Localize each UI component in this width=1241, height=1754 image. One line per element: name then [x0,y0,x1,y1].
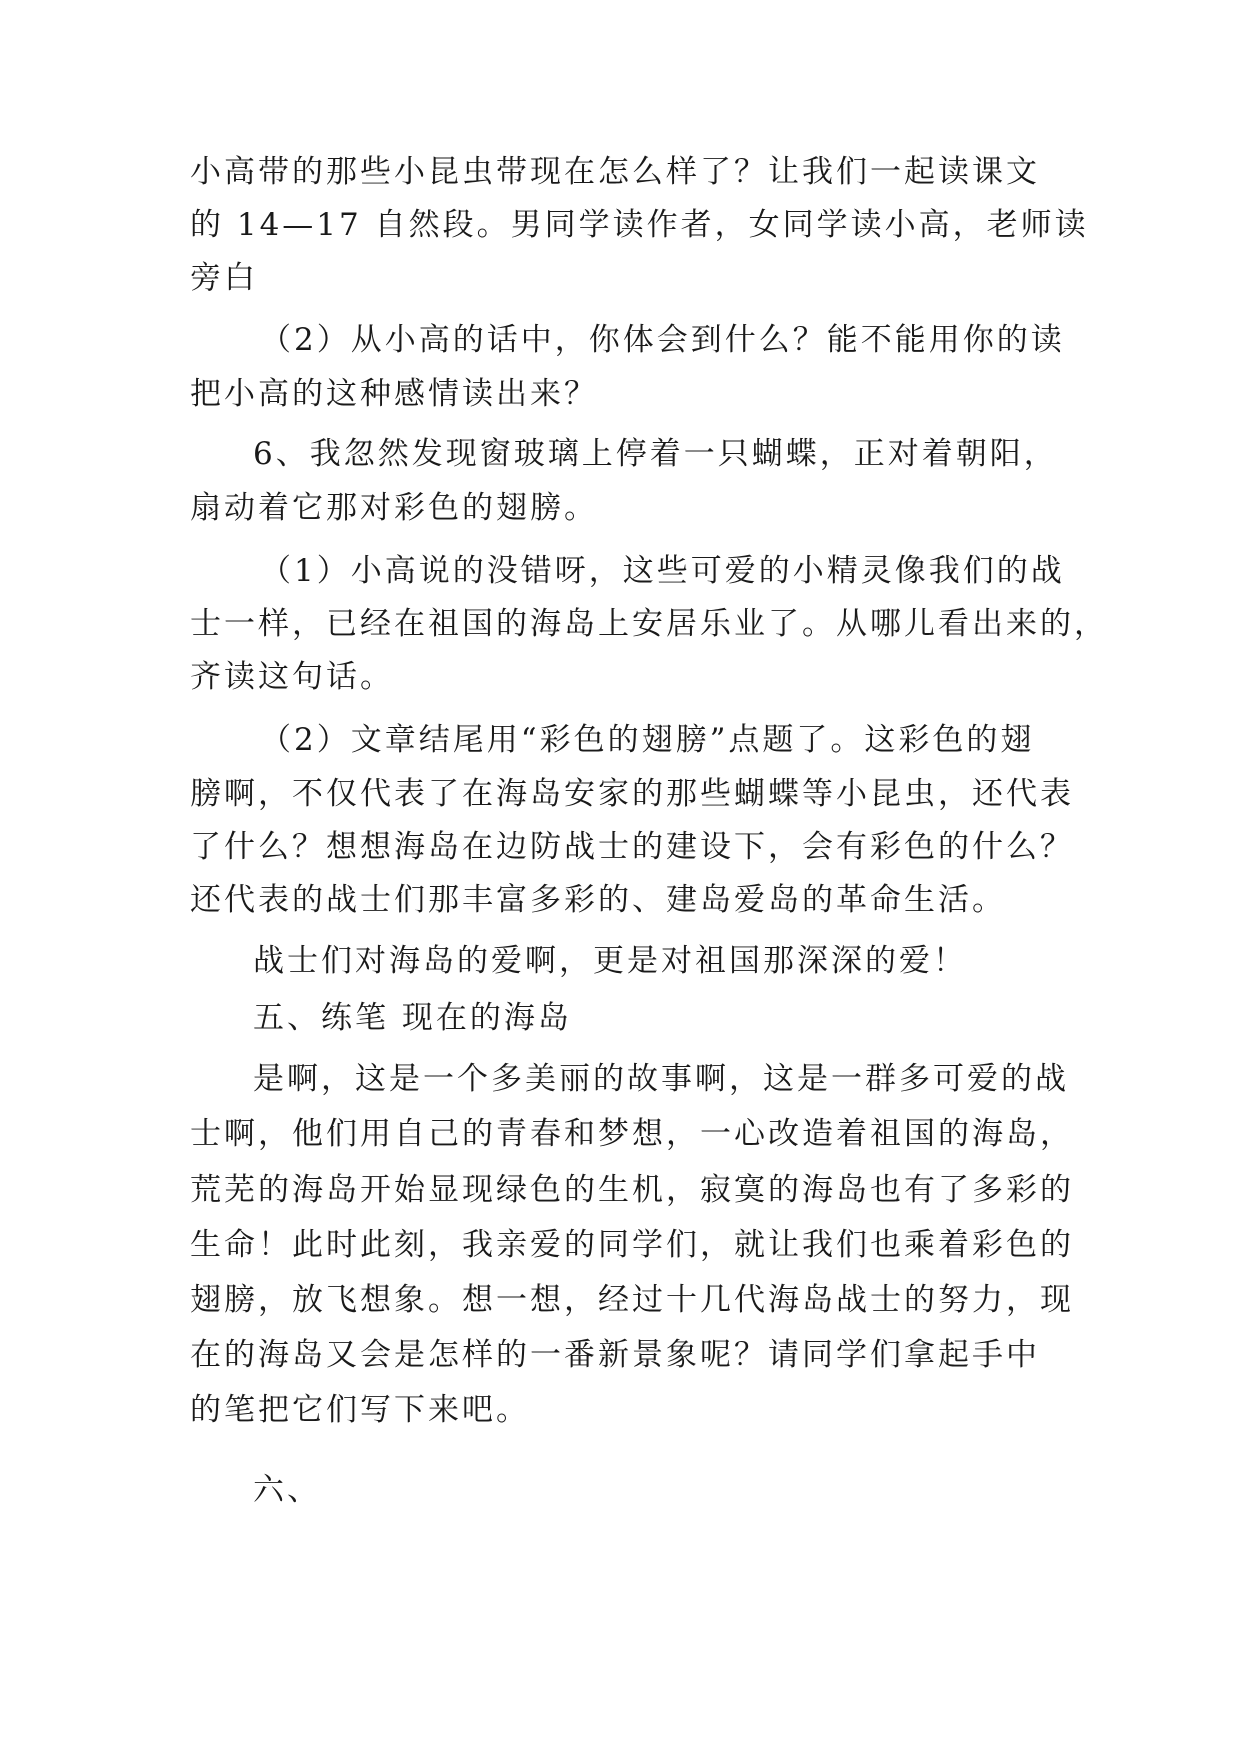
text-line: 还代表的战士们那丰富多彩的、建岛爱岛的革命生活。 [190,882,1006,918]
text-line: 在的海岛又会是怎样的一番新景象呢？请同学们拿起手中 [190,1337,1040,1373]
text-line: 翅膀，放飞想象。想一想，经过十几代海岛战士的努力，现 [190,1282,1074,1318]
text-line: 士啊，他们用自己的青春和梦想，一心改造着祖国的海岛， [190,1116,1074,1152]
text-line: 五、练笔 现在的海岛 [253,1000,572,1036]
text-line: 荒芜的海岛开始显现绿色的生机，寂寞的海岛也有了多彩的 [190,1172,1074,1208]
text-line: 士一样，已经在祖国的海岛上安居乐业了。从哪儿看出来的， [190,606,1108,642]
text-line: 是啊，这是一个多美丽的故事啊，这是一群多可爱的战 [253,1061,1069,1097]
text-line: 齐读这句话。 [190,659,394,695]
text-line: 战士们对海岛的爱啊，更是对祖国那深深的爱！ [253,943,967,979]
text-line: 六、 [253,1472,321,1508]
text-line: 把小高的这种感情读出来？ [190,376,598,412]
text-line: 的 14—17 自然段。男同学读作者，女同学读小高，老师读 [190,207,1089,243]
text-line: （2）文章结尾用“彩色的翅膀”点题了。这彩色的翅 [260,722,1035,758]
text-line: 膀啊，不仅代表了在海岛安家的那些蝴蝶等小昆虫，还代表 [190,776,1074,812]
text-line: 扇动着它那对彩色的翅膀。 [190,490,598,526]
text-line: 小高带的那些小昆虫带现在怎么样了？让我们一起读课文 [190,154,1040,190]
text-line: 旁白 [190,260,258,296]
text-line: 生命！此时此刻，我亲爱的同学们，就让我们也乘着彩色的 [190,1227,1074,1263]
text-line: 了什么？想想海岛在边防战士的建设下，会有彩色的什么？ [190,829,1074,865]
text-line: 的笔把它们写下来吧。 [190,1392,530,1428]
text-line: 6、我忽然发现窗玻璃上停着一只蝴蝶，正对着朝阳， [253,436,1058,472]
text-line: （1）小高说的没错呀，这些可爱的小精灵像我们的战 [260,553,1065,589]
text-line: （2）从小高的话中，你体会到什么？能不能用你的读 [260,322,1065,358]
